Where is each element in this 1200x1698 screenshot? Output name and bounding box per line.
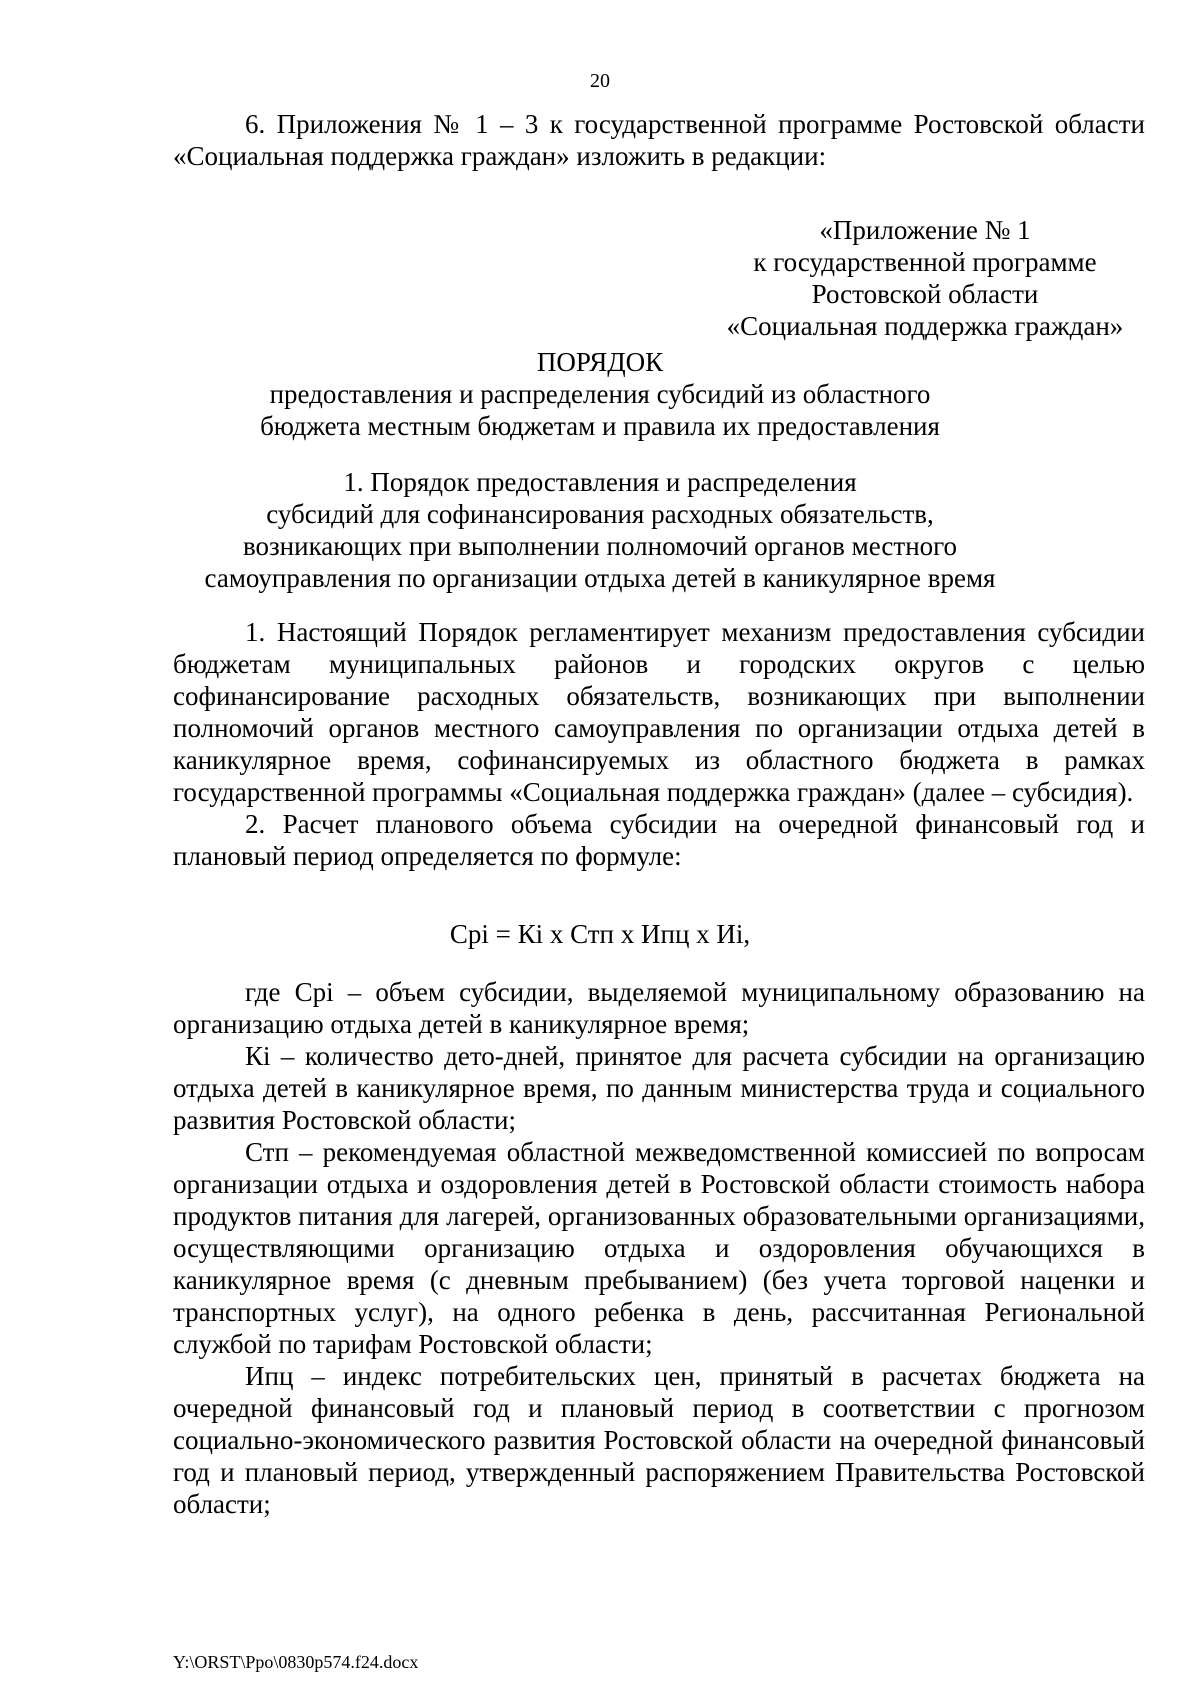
appendix-line-1: «Приложение № 1 <box>819 215 1031 245</box>
section-line-3: возникающих при выполнении полномочий органов местного <box>242 531 958 561</box>
heading-subtitle-line-2: бюджета местным бюджетам и правила их предоставления <box>260 411 940 441</box>
definition-ki: Кi – количество дето-дней, принятое для расчета субсидии на организацию отдыха детей в каникулярное время, по данным министерства труда и социального развития Ростовской области; <box>173 1041 1145 1135</box>
appendix-line-4: «Социальная поддержка граждан» <box>726 311 1124 341</box>
file-path-footer: Y:\ORST\Ppo\0830p574.f24.docx <box>173 1652 419 1672</box>
paragraph-2: 2. Расчет планового объема субсидии на очередной финансовый год и плановый период определяется по формуле: <box>173 809 1145 871</box>
section-line-4: самоуправления по организации отдыха детей в каникулярное время <box>204 563 996 593</box>
section-line-2: субсидий для софинансирования расходных обязательств, <box>266 499 934 529</box>
section-line-1: 1. Порядок предоставления и распределения <box>343 467 857 497</box>
document-heading <box>0 346 1200 442</box>
page-number: 20 <box>590 70 610 92</box>
paragraph-1: 1. Настоящий Порядок регламентирует механизм предоставления субсидии бюджетам муниципальных районов и городских округов с целью софинансирование расходных обязательств, возникающих при выполнении полномочий органов местного самоуправления по организации отдыха детей в каникулярное время, софинансируемых из областного бюджета в рамках государственной программы «Социальная поддержка граждан» (далее – субсидия). <box>173 617 1145 807</box>
definition-ipc: Ипц – индекс потребительских цен, принятый в расчетах бюджета на очередной финансовый год и плановый период в соответствии с прогнозом социально-экономического развития Ростовской области на очередной финансовый год и плановый период, утвержденный распоряжением Правительства Ростовской области; <box>173 1361 1145 1519</box>
appendix-header <box>700 214 1150 342</box>
intro-line-1: 6. Приложения № 1 – 3 к государственной программе Ростовской области <box>245 109 1145 139</box>
intro-line-2: «Социальная поддержка граждан» изложить в редакции: <box>173 141 827 171</box>
body-paragraphs <box>173 616 1145 872</box>
intro-paragraph <box>173 108 1145 172</box>
section-heading <box>0 466 1200 594</box>
heading-subtitle-line-1: предоставления и распределения субсидий из областного <box>269 379 931 409</box>
formula: Срi = Кi х Стп х Ипц х Иi, <box>449 919 751 949</box>
definition-sri: где Срi – объем субсидии, выделяемой муниципальному образованию на организацию отдыха детей в каникулярное время; <box>173 977 1145 1039</box>
appendix-line-3: Ростовской области <box>811 279 1039 309</box>
definition-stp: Стп – рекомендуемая областной межведомственной комиссией по вопросам организации отдыха и оздоровления детей в Ростовской области стоимость набора продуктов питания для лагерей, организованных образовательными организациями, осуществляющими организацию отдыха и оздоровления обучающихся в каникулярное время (с дневным пребыванием) (без учета торговой наценки и транспортных услуг), на одного ребенка в день, рассчитанная Региональной службой по тарифам Ростовской области; <box>173 1137 1145 1359</box>
definitions <box>173 976 1145 1520</box>
heading-title: ПОРЯДОК <box>536 347 664 377</box>
appendix-line-2: к государственной программе <box>753 247 1097 277</box>
